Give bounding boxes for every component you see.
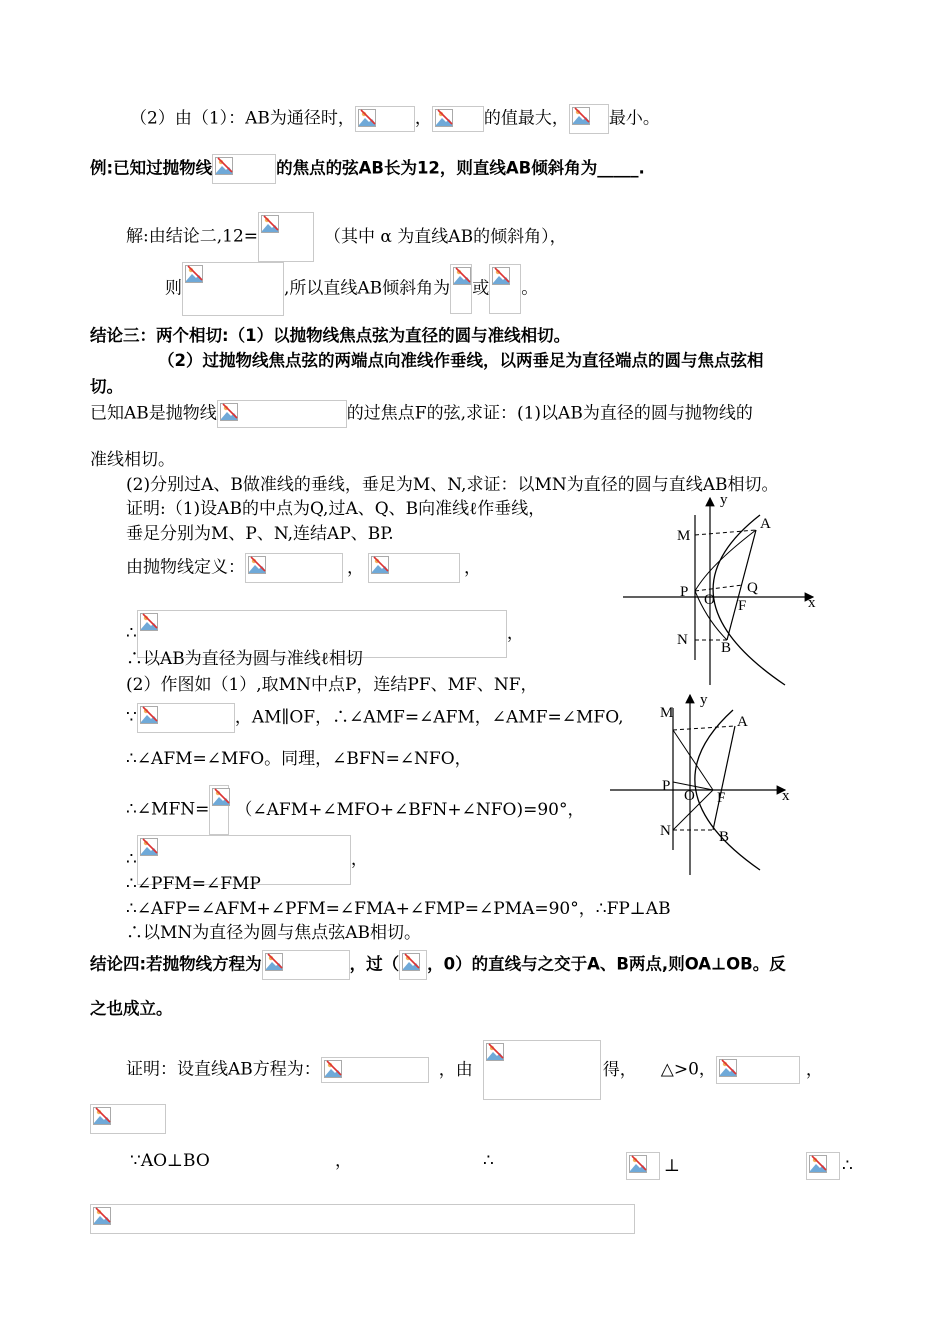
perp-am	[695, 530, 756, 535]
perp-pq	[695, 585, 743, 591]
image-placeholder	[90, 1104, 166, 1134]
conclusion-3-line-2: （2）过抛物线焦点弦的两端点向准线作垂线，以两垂足为直径端点的圆与焦点弦相	[158, 351, 764, 370]
proof-1-conclusion: ∴以AB为直径为圆与准线ℓ相切	[126, 649, 363, 669]
image-placeholder	[217, 400, 347, 428]
proof-2-conclusion: ∴以MN为直径为圆与焦点弦AB相切。	[126, 923, 422, 943]
broken-image-icon	[492, 267, 510, 285]
label-x: x	[782, 788, 790, 804]
broken-image-icon	[248, 556, 266, 574]
label-x: x	[808, 595, 816, 611]
proof-4-therefore-2: ∴	[806, 1152, 853, 1180]
proof-4-perp: ⊥	[626, 1152, 680, 1180]
proof-2-line-3: ∴∠AFM=∠MFO。同理，∠BFN=∠NFO，	[126, 749, 472, 769]
broken-image-icon	[212, 788, 230, 806]
label-o: O	[704, 592, 715, 608]
question-line-2: 准线相切。	[90, 450, 175, 470]
proof-4-therefore: ∴	[483, 1151, 494, 1171]
conclusion-3-heading: 结论三：两个相切:（1）以抛物线焦点弦为直径的圆与准线相切。	[90, 326, 571, 345]
example-line: 例:已知过抛物线 的焦点的弦AB长为12，则直线AB倾斜角为_____.	[90, 154, 645, 184]
broken-image-icon	[140, 613, 158, 631]
proof-2-line-5: ∴ ，	[126, 835, 368, 885]
image-placeholder	[432, 106, 484, 132]
broken-image-icon	[358, 109, 376, 127]
label-n: N	[677, 632, 688, 648]
proof-2-line-4: ∴∠MFN= （∠AFM+∠MFO+∠BFN+∠NFO)=90°，	[126, 785, 585, 835]
image-placeholder	[450, 264, 472, 314]
label-p: P	[662, 778, 671, 794]
broken-image-icon	[140, 706, 158, 724]
broken-image-icon	[371, 556, 389, 574]
broken-image-icon	[435, 109, 453, 127]
conclusion-3-line-3: 切。	[90, 377, 123, 396]
broken-image-icon	[185, 265, 203, 283]
proof-1-line-1: 证明:（1)设AB的中点为Q,过A、Q、B向准线ℓ作垂线，	[126, 499, 546, 519]
broken-image-icon	[93, 1107, 111, 1125]
label-y: y	[700, 692, 708, 708]
label-f: F	[717, 790, 726, 806]
broken-image-icon	[629, 1155, 647, 1173]
proof-2-line-1: (2）作图如（1）,取MN中点P，连结PF、MF、NF，	[126, 675, 538, 695]
proof-4-comma: ，	[335, 1151, 352, 1171]
broken-image-icon	[572, 107, 590, 125]
broken-image-icon	[261, 215, 279, 233]
broken-image-icon	[402, 953, 420, 971]
image-placeholder	[262, 950, 350, 980]
broken-image-icon	[220, 403, 238, 421]
image-placeholder	[212, 154, 276, 184]
label-b: B	[721, 640, 732, 656]
label-o: O	[684, 788, 695, 804]
broken-image-icon	[486, 1043, 504, 1061]
image-placeholder	[137, 703, 235, 733]
image-placeholder	[321, 1057, 429, 1083]
question-line-3: (2)分别过A、B做准线的垂线，垂足为M、N,求证：以MN为直径的圆与直线AB相切。	[126, 475, 779, 495]
label-b: B	[719, 829, 730, 845]
perp-am	[673, 726, 735, 730]
label-f: F	[738, 598, 747, 614]
image-placeholder	[368, 553, 460, 583]
broken-image-icon	[93, 1207, 111, 1225]
label-q: Q	[747, 580, 758, 596]
label-p: P	[680, 584, 689, 600]
image-placeholder	[355, 106, 415, 132]
label-m: M	[677, 528, 691, 544]
broken-image-icon	[215, 157, 233, 175]
conclusion-4-line-2: 之也成立。	[90, 999, 173, 1018]
solution-line: 解:由结论二,12= （其中 α 为直线AB的倾斜角），	[126, 212, 567, 262]
focal-chord-ab	[713, 726, 735, 830]
image-placeholder	[489, 264, 521, 314]
image-placeholder	[483, 1040, 601, 1100]
label-m: M	[660, 705, 674, 721]
broken-image-icon	[453, 267, 471, 285]
label-n: N	[660, 823, 671, 839]
then-line: 则 ,所以直线AB倾斜角为 或 。	[165, 262, 538, 316]
image-placeholder	[626, 1152, 660, 1180]
proof-2-line-2: ∵ ，AM∥OF，∴∠AMF=∠AFM，∠AMF=∠MFO,	[126, 703, 624, 733]
image-placeholder	[569, 104, 609, 134]
proof-4-line-1: 证明：设直线AB方程为： ，由 得， △>0， ，	[126, 1040, 823, 1100]
conclusion-4-line-1: 结论四:若抛物线方程为 ，过（ ，0）的直线与之交于A、B两点,则OA⊥OB。反	[90, 950, 786, 980]
broken-image-icon	[140, 838, 158, 856]
proof-2-line-6: ∴∠PFM=∠FMP	[126, 874, 261, 894]
question-line: 已知AB是抛物线 的过焦点F的弦,求证：(1)以AB为直径的圆与抛物线的	[90, 400, 753, 428]
parabola-figure-1	[615, 490, 825, 690]
image-placeholder	[258, 212, 314, 262]
proof-4-last	[90, 1204, 635, 1234]
proof-1-line-3: 由抛物线定义： ， ，	[126, 553, 481, 583]
broken-image-icon	[809, 1155, 827, 1173]
label-a: A	[760, 516, 771, 532]
image-placeholder	[716, 1056, 800, 1084]
image-placeholder	[245, 553, 343, 583]
proof-4-line-2	[90, 1104, 166, 1134]
parabola-curve	[713, 515, 785, 685]
label-a: A	[737, 714, 748, 730]
proof-1-line-2: 垂足分别为M、P、N,连结AP、BP.	[126, 524, 394, 544]
broken-image-icon	[324, 1060, 342, 1078]
image-placeholder	[90, 1204, 635, 1234]
text-line-1: （2）由（1）：AB为通径时， ， 的值最大， 最小。	[130, 104, 660, 134]
proof-2-line-7: ∴∠AFP=∠AFM+∠PFM=∠FMA+∠FMP=∠PMA=90°，∴FP⊥AB	[126, 899, 671, 919]
image-placeholder	[209, 785, 229, 835]
proof-1-line-4: ∴ ，	[126, 610, 524, 658]
parabola-figure-2	[605, 690, 805, 880]
image-placeholder	[806, 1152, 840, 1180]
proof-4-because: ∵AO⊥BO	[130, 1151, 210, 1171]
label-y: y	[720, 492, 728, 508]
image-placeholder	[399, 950, 427, 980]
broken-image-icon	[719, 1059, 737, 1077]
broken-image-icon	[265, 953, 283, 971]
image-placeholder	[182, 262, 284, 316]
